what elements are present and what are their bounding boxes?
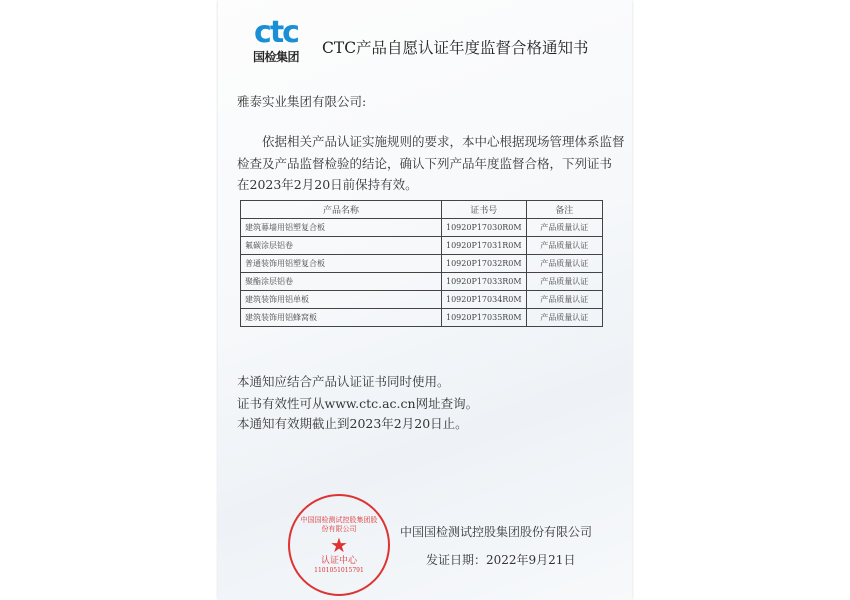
issue-date: 发证日期：2022年9月21日 (426, 553, 576, 567)
seal-dept: 认证中心 (320, 555, 357, 566)
table-header-row (241, 201, 603, 219)
certificate-no: 10920P17033R0M (442, 273, 527, 291)
logo-mark: ctc (254, 15, 298, 50)
product-name: 聚酯涂层铝卷 (241, 273, 442, 291)
logo-name: 国检集团 (252, 50, 299, 64)
certificate-no: 10920P17032R0M (442, 255, 527, 273)
document-title: CTC产品自愿认证年度监督合格通知书 (322, 39, 589, 57)
paragraph-line: 在2023年2月20日前保持有效。 (237, 177, 418, 192)
seal-number: 1101051015791 (314, 566, 364, 574)
certificate-no: 10920P17031R0M (442, 237, 527, 255)
header-product-name: 产品名称 (241, 201, 442, 219)
certificate-no: 10920P17034R0M (442, 291, 527, 309)
product-table (240, 200, 603, 327)
table-row (241, 255, 603, 273)
table-row (241, 237, 603, 255)
ctc-logo (250, 15, 302, 65)
product-name: 氟碳涂层铝卷 (241, 237, 442, 255)
paragraph-line: 依据相关产品认证实施规则的要求，本中心根据现场管理体系监督 (262, 134, 625, 149)
product-name: 普通装饰用铝塑复合板 (241, 255, 442, 273)
note-line: 证书有效性可从www.ctc.ac.cn网址查询。 (237, 396, 479, 411)
official-seal (288, 494, 390, 596)
remark: 产品质量认证 (526, 219, 602, 237)
remark: 产品质量认证 (526, 309, 602, 327)
header-certificate-no: 证书号 (442, 201, 527, 219)
remark: 产品质量认证 (526, 237, 602, 255)
product-name: 建筑幕墙用铝塑复合板 (241, 219, 442, 237)
paragraph-line: 检查及产品监督检验的结论，确认下列产品年度监督合格，下列证书 (237, 156, 613, 171)
table-row (241, 309, 603, 327)
star-icon: ★ (330, 532, 348, 557)
product-name: 建筑装饰用铝蜂窝板 (241, 309, 442, 327)
table-row (241, 291, 603, 309)
product-name: 建筑装饰用铝单板 (241, 291, 442, 309)
certificate-no: 10920P17035R0M (442, 309, 527, 327)
salutation: 雅泰实业集团有限公司: (237, 94, 367, 109)
note-line: 本通知应结合产品认证证书同时使用。 (237, 374, 450, 389)
remark: 产品质量认证 (526, 291, 602, 309)
remark: 产品质量认证 (526, 255, 602, 273)
table-row (241, 219, 603, 237)
table-row (241, 273, 603, 291)
certificate-no: 10920P17030R0M (442, 219, 527, 237)
header-remark: 备注 (526, 201, 602, 219)
issuer-name: 中国国检测试控股集团股份有限公司 (400, 525, 593, 539)
remark: 产品质量认证 (526, 273, 602, 291)
seal-name: 中国国检测试控股集团股份有限公司 (300, 515, 378, 533)
note-line: 本通知有效期截止到2023年2月20日止。 (237, 416, 468, 431)
